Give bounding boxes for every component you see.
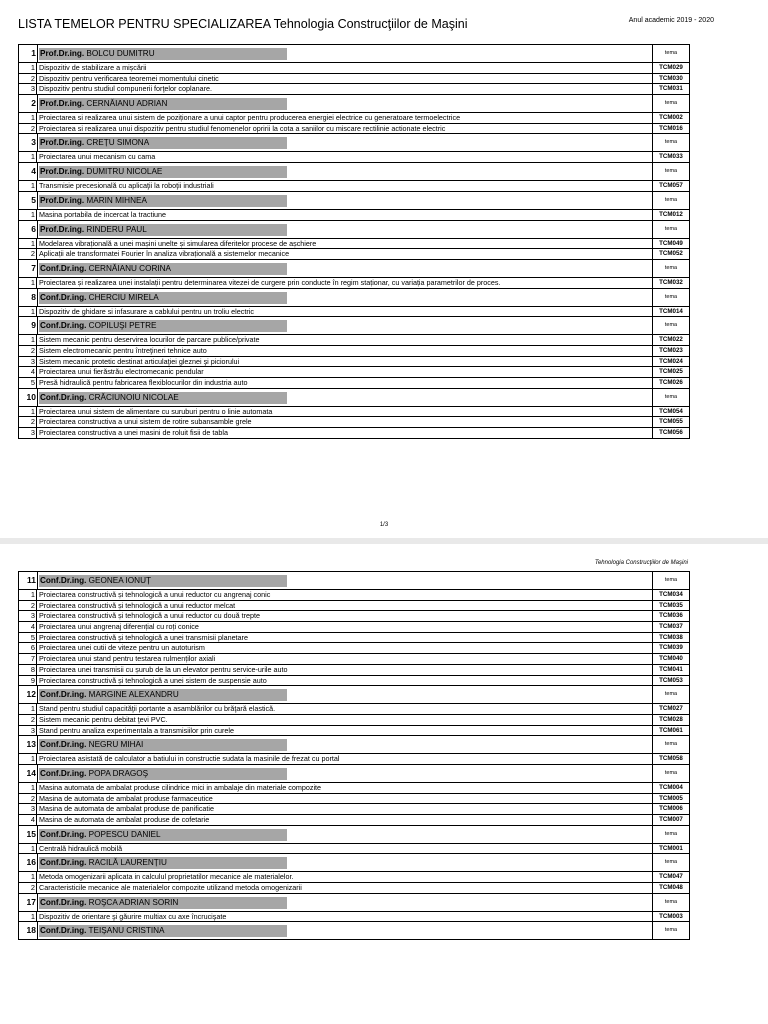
topic-title: Sistem mecanic protetic destinat articulaţiei gleznei şi piciorului	[36, 357, 652, 367]
professor-row	[18, 736, 690, 754]
professor-name-band	[39, 739, 287, 751]
topic-number: 1	[30, 335, 35, 345]
tema-label: tema	[652, 572, 689, 589]
topics-table-page-1	[18, 44, 690, 439]
topics-table-page-2	[18, 571, 690, 940]
topic-code: TCM005	[652, 794, 689, 804]
topic-title: Masina de automata de ambalat produse farmaceutice	[36, 794, 652, 804]
topic-title: Dispozitiv pentru verificarea teoremei momentului cinetic	[36, 74, 652, 84]
topic-code: TCM029	[652, 63, 689, 73]
topic-number: 1	[30, 843, 35, 853]
tema-label: tema	[652, 45, 689, 62]
topic-code: TCM026	[652, 378, 689, 388]
topic-row	[18, 407, 690, 418]
topic-number: 1	[30, 181, 35, 191]
topic-title: Sistem electromecanic pentru întreţineri tehnice auto	[36, 346, 652, 356]
topic-title: Proiectarea unui angrenaj diferențial cu roți conice	[36, 622, 652, 632]
professor-rank: Conf.Dr.ing.	[40, 768, 87, 778]
professor-rank: Conf.Dr.ing.	[40, 690, 87, 700]
topic-code: TCM001	[652, 844, 689, 854]
topic-number: 5	[30, 378, 35, 387]
professor-rank: Prof.Dr.ing.	[40, 195, 85, 205]
professor-number: 9	[31, 320, 36, 331]
topic-title: Transmisie precesională cu aplicaţii la roboţii industriali	[36, 181, 652, 191]
professor-row	[18, 221, 690, 239]
topic-row	[18, 883, 690, 894]
topic-row	[18, 278, 690, 289]
topic-number: 8	[30, 664, 35, 674]
topic-title: Stand pentru studiul capacităţii portante a asamblărilor cu brăţară elastică.	[36, 704, 652, 714]
topic-code: TCM056	[652, 428, 689, 438]
tema-label: tema	[652, 134, 689, 151]
topic-number: 2	[30, 600, 35, 610]
topic-row	[18, 152, 690, 163]
topic-title: Proiectarea constructiva a unui sistem de rotire subansamble grele	[36, 417, 652, 427]
professor-name: RINDERU PAUL	[86, 224, 147, 234]
running-header: Tehnologia Construcţiilor de Maşini	[594, 560, 688, 566]
topic-code: TCM032	[652, 278, 689, 288]
professor-cell	[37, 826, 652, 843]
topic-number: 2	[30, 417, 35, 427]
topic-number: 1	[30, 63, 35, 72]
topic-code: TCM054	[652, 407, 689, 417]
topic-number: 3	[30, 725, 35, 735]
topic-title: Proiectarea unei transmisii cu șurub de la un elevator pentru service-urile auto	[36, 665, 652, 675]
topic-row	[18, 367, 690, 378]
topic-code: TCM048	[652, 883, 689, 893]
topic-row	[18, 804, 690, 815]
professor-rank: Conf.Dr.ing.	[40, 321, 87, 331]
tema-label: tema	[652, 765, 689, 782]
topic-number: 1	[30, 306, 35, 316]
topic-row	[18, 912, 690, 923]
professor-name: CRĂCIUNOIU NICOLAE	[88, 392, 179, 402]
professor-name-band	[39, 320, 287, 332]
professor-name-band	[39, 857, 287, 869]
topic-code: TCM034	[652, 590, 689, 600]
topic-title: Proiectarea si realizarea unui dispozitiv pentru studiul fenomenelor opririi la cota a saniilor cu miscare rectilinie actionate electric	[36, 124, 652, 134]
professor-number: 10	[26, 391, 36, 402]
professor-name-band	[39, 689, 287, 701]
professor-name: TEIȘANU CRISTINA	[88, 926, 165, 936]
topic-code: TCM061	[652, 726, 689, 736]
topic-number: 1	[30, 872, 35, 882]
tema-label: tema	[652, 95, 689, 112]
topic-code: TCM006	[652, 804, 689, 814]
topic-code: TCM007	[652, 815, 689, 825]
tema-label: tema	[652, 260, 689, 277]
professor-row	[18, 826, 690, 844]
topic-row	[18, 63, 690, 74]
tema-label: tema	[652, 854, 689, 871]
professor-name-band	[39, 925, 287, 937]
topic-title: Masina automata de ambalat produse cilindrice mici in ambalaje din materiale compozite	[36, 783, 652, 793]
topic-code: TCM002	[652, 113, 689, 123]
professor-cell	[37, 736, 652, 753]
topic-title: Dispozitiv de stabilizare a mișcării	[36, 63, 652, 73]
professor-name: CERNĂIANU CORINA	[88, 263, 172, 273]
topic-row	[18, 844, 690, 855]
topic-title: Proiectarea constructivă și tehnologică a unui reductor melcat	[36, 601, 652, 611]
topic-title: Dispozitiv de ghidare si infasurare a cablului pentru un troliu electric	[36, 307, 652, 317]
topic-title: Proiectarea asistată de calculator a batiului in constructie sudata la masinile de frezat cu portal	[36, 754, 652, 764]
professor-rank: Conf.Dr.ing.	[40, 392, 87, 402]
professor-number: 6	[31, 223, 36, 234]
professor-row	[18, 317, 690, 335]
professor-rank: Conf.Dr.ing.	[40, 897, 87, 907]
topic-row	[18, 84, 690, 95]
professor-cell	[37, 95, 652, 112]
topic-row	[18, 590, 690, 601]
topic-row	[18, 815, 690, 826]
topic-number: 1	[30, 406, 35, 416]
topic-title: Proiectarea constructivă și tehnologică a unei transmisii planetare	[36, 633, 652, 643]
topic-row	[18, 715, 690, 726]
topic-number: 9	[30, 675, 35, 685]
professor-name-band	[39, 897, 287, 909]
topic-title: Proiectarea unei cutii de viteze pentru un autoturism	[36, 643, 652, 653]
professor-row	[18, 389, 690, 407]
topic-code: TCM052	[652, 249, 689, 259]
professor-row	[18, 686, 690, 704]
topic-code: TCM028	[652, 715, 689, 725]
professor-name-band	[39, 224, 287, 236]
professor-number: 17	[26, 896, 36, 907]
topic-number: 1	[30, 152, 35, 162]
professor-name-band	[39, 392, 287, 404]
topic-title: Proiectarea și realizarea unei instalații pentru determinarea vitezei de curgere prin conducte în regim staționar, cu variația parametrilor de proces.	[36, 278, 652, 288]
professor-cell	[37, 289, 652, 306]
professor-cell	[37, 317, 652, 334]
topic-title: Proiectarea constructiva a unei masini de roluit fisii de tabla	[36, 428, 652, 438]
professor-name: POPA DRAGOŞ	[88, 768, 149, 778]
topic-row	[18, 794, 690, 805]
topic-row	[18, 346, 690, 357]
professor-rank: Prof.Dr.ing.	[40, 49, 85, 58]
topic-code: TCM055	[652, 417, 689, 427]
tema-label: tema	[652, 826, 689, 843]
professor-name: CHERCIU MIRELA	[88, 292, 159, 302]
topic-number: 1	[30, 277, 35, 287]
topic-title: Proiectarea si realizarea unui sistem de poziționare a unui captor pentru producerea energiei electrice cu generatoare termoelectrice	[36, 113, 652, 123]
professor-name: DUMITRU NICOLAE	[86, 167, 163, 177]
topic-row	[18, 378, 690, 389]
professor-row	[18, 45, 690, 63]
professor-cell	[37, 572, 652, 589]
tema-label: tema	[652, 289, 689, 306]
topic-row	[18, 417, 690, 428]
professor-row	[18, 134, 690, 152]
topic-code: TCM049	[652, 239, 689, 249]
professor-name-band	[39, 263, 287, 275]
academic-year: Anul academic 2019 - 2020	[628, 17, 714, 24]
topic-number: 6	[30, 643, 35, 653]
professor-number: 4	[31, 166, 36, 177]
professor-name: NEGRU MIHAI	[88, 740, 144, 750]
topic-code: TCM038	[652, 633, 689, 643]
topic-row	[18, 643, 690, 654]
topic-title: Proiectarea unui fierăstrău electromecanic pendular	[36, 367, 652, 377]
tema-label: tema	[652, 389, 689, 406]
professor-number: 15	[26, 828, 36, 839]
topic-number: 1	[30, 782, 35, 792]
topic-row	[18, 428, 690, 439]
professor-name-band	[39, 195, 287, 207]
topic-code: TCM012	[652, 210, 689, 220]
professor-number: 12	[26, 689, 36, 700]
topic-title: Dispozitiv de orientare şi găurire multiax cu axe încrucişate	[36, 912, 652, 922]
topic-number: 3	[30, 428, 35, 438]
topic-title: Metoda omogenizarii aplicata in calculul proprietatilor mecanice ale materialelor.	[36, 872, 652, 882]
topic-number: 4	[30, 622, 35, 632]
professor-row	[18, 260, 690, 278]
professor-cell	[37, 922, 652, 939]
topic-number: 4	[30, 367, 35, 377]
tema-label: tema	[652, 736, 689, 753]
topic-row	[18, 601, 690, 612]
topic-number: 2	[30, 883, 35, 893]
professor-cell	[37, 45, 652, 62]
topic-title: Sistem mecanic pentru debitat ţevi PVC.	[36, 715, 652, 725]
professor-rank: Prof.Dr.ing.	[40, 138, 85, 148]
professor-cell	[37, 765, 652, 782]
topic-code: TCM058	[652, 754, 689, 764]
topic-code: TCM003	[652, 912, 689, 922]
professor-name-band	[39, 768, 287, 780]
topic-row	[18, 210, 690, 221]
professor-name: CREȚU SIMONA	[86, 138, 150, 148]
topic-row	[18, 611, 690, 622]
topic-row	[18, 239, 690, 250]
professor-name-band	[39, 98, 287, 110]
topic-code: TCM047	[652, 872, 689, 882]
topic-number: 1	[30, 113, 35, 123]
topic-row	[18, 622, 690, 633]
tema-label: tema	[652, 192, 689, 209]
topic-title: Proiectarea unui sistem de alimentare cu suruburi pentru o linie automata	[36, 407, 652, 417]
topic-number: 1	[30, 209, 35, 219]
topic-code: TCM031	[652, 84, 689, 94]
topic-code: TCM053	[652, 676, 689, 686]
topic-row	[18, 357, 690, 368]
topic-title: Caracteristicile mecanice ale materialelor compozite utilizand metoda omogenizarii	[36, 883, 652, 893]
topic-code: TCM041	[652, 665, 689, 675]
topic-title: Modelarea vibrațională a unei mașini unelte și simularea diferitelor procese de așchiere	[36, 239, 652, 249]
professor-cell	[37, 389, 652, 406]
professor-name-band	[39, 48, 287, 60]
topic-title: Masina portabila de incercat la tractiune	[36, 210, 652, 220]
professor-rank: Prof.Dr.ing.	[40, 224, 85, 234]
topic-row	[18, 335, 690, 346]
professor-name: MARIN MIHNEA	[86, 195, 147, 205]
tema-label: tema	[652, 894, 689, 911]
professor-row	[18, 854, 690, 872]
topic-code: TCM025	[652, 367, 689, 377]
professor-rank: Conf.Dr.ing.	[40, 576, 87, 585]
topic-code: TCM004	[652, 783, 689, 793]
topic-number: 1	[30, 590, 35, 599]
professor-cell	[37, 686, 652, 703]
professor-number: 3	[31, 137, 36, 148]
topic-row	[18, 74, 690, 85]
tema-label: tema	[652, 686, 689, 703]
topic-number: 2	[30, 249, 35, 259]
topic-row	[18, 704, 690, 715]
topic-title: Proiectarea constructivă și tehnologică a unui reductor cu două trepte	[36, 611, 652, 621]
topic-number: 5	[30, 632, 35, 642]
topic-code: TCM030	[652, 74, 689, 84]
topic-code: TCM039	[652, 643, 689, 653]
professor-name-band	[39, 292, 287, 304]
topic-row	[18, 676, 690, 687]
topic-row	[18, 726, 690, 737]
topic-title: Presă hidraulică pentru fabricarea flexiblocurilor din industria auto	[36, 378, 652, 388]
professor-name-band	[39, 166, 287, 178]
topic-number: 2	[30, 345, 35, 355]
topic-code: TCM036	[652, 611, 689, 621]
topic-title: Dispozitiv pentru studiul compunerii forţelor coplanare.	[36, 84, 652, 94]
professor-cell	[37, 854, 652, 871]
topic-number: 3	[30, 804, 35, 814]
professor-row	[18, 192, 690, 210]
topic-code: TCM022	[652, 335, 689, 345]
topic-code: TCM033	[652, 152, 689, 162]
topic-row	[18, 754, 690, 765]
professor-name: COPILUŞI PETRE	[88, 321, 157, 331]
topic-number: 2	[30, 73, 35, 83]
professor-cell	[37, 163, 652, 180]
professor-name: CERNĂIANU ADRIAN	[86, 99, 168, 109]
tema-label: tema	[652, 163, 689, 180]
topic-number: 2	[30, 793, 35, 803]
topic-number: 3	[30, 84, 35, 94]
professor-row	[18, 894, 690, 912]
professor-number: 13	[26, 739, 36, 750]
topic-code: TCM016	[652, 124, 689, 134]
topic-row	[18, 113, 690, 124]
professor-number: 14	[26, 767, 36, 778]
topic-title: Centrală hidraulică mobilă	[36, 844, 652, 854]
professor-name: MARGINE ALEXANDRU	[88, 690, 179, 700]
tema-label: tema	[652, 317, 689, 334]
tema-label: tema	[652, 922, 689, 939]
professor-rank: Conf.Dr.ing.	[40, 740, 87, 750]
topic-row	[18, 783, 690, 794]
professor-number: 18	[26, 925, 36, 936]
topic-number: 1	[30, 754, 35, 764]
professor-name: ROŞCA ADRIAN SORIN	[88, 897, 179, 907]
topic-number: 1	[30, 238, 35, 248]
topic-title: Proiectarea constructivă și tehnologică a unui reductor cu angrenaj conic	[36, 590, 652, 600]
topic-title: Proiectarea unui mecanism cu cama	[36, 152, 652, 162]
topic-number: 7	[30, 654, 35, 664]
professor-row	[18, 163, 690, 181]
professor-row	[18, 572, 690, 590]
professor-cell	[37, 192, 652, 209]
topic-row	[18, 633, 690, 644]
professor-row	[18, 289, 690, 307]
topic-row	[18, 872, 690, 883]
topic-title: Proiectarea constructivă și tehnologică a unei sistem de suspensie auto	[36, 676, 652, 686]
professor-number: 1	[31, 48, 36, 58]
professor-name: GEONEA IONUȚ	[88, 576, 151, 585]
topic-code: TCM027	[652, 704, 689, 714]
professor-name-band	[39, 575, 287, 587]
topic-number: 2	[30, 714, 35, 724]
professor-rank: Conf.Dr.ing.	[40, 292, 87, 302]
topic-row	[18, 249, 690, 260]
professor-number: 5	[31, 194, 36, 205]
topic-code: TCM040	[652, 654, 689, 664]
topic-row	[18, 181, 690, 192]
professor-rank: Conf.Dr.ing.	[40, 926, 87, 936]
topic-number: 1	[30, 911, 35, 921]
topic-number: 2	[30, 123, 35, 133]
professor-name: RACILĂ LAURENȚIU	[88, 858, 167, 868]
topic-code: TCM035	[652, 601, 689, 611]
topic-number: 3	[30, 356, 35, 366]
professor-rank: Prof.Dr.ing.	[40, 167, 85, 177]
topic-number: 3	[30, 611, 35, 621]
topic-number: 1	[30, 704, 35, 714]
topic-title: Proiectarea unui stand pentru testarea rulmenților axiali	[36, 654, 652, 664]
topic-row	[18, 124, 690, 135]
topic-code: TCM023	[652, 346, 689, 356]
topic-number: 4	[30, 815, 35, 824]
professor-name-band	[39, 829, 287, 841]
professor-cell	[37, 134, 652, 151]
professor-name: BOLCU DUMITRU	[86, 49, 155, 58]
topic-row	[18, 307, 690, 318]
professor-number: 7	[31, 262, 36, 273]
professor-name: POPESCU DANIEL	[88, 829, 161, 839]
topic-title: Stand pentru analiza experimentala a transmisiilor prin curele	[36, 726, 652, 736]
topic-row	[18, 665, 690, 676]
professor-row	[18, 95, 690, 113]
professor-number: 11	[27, 575, 36, 585]
page-number: 1/3	[379, 522, 389, 528]
professor-cell	[37, 221, 652, 238]
professor-name-band	[39, 137, 287, 149]
tema-label: tema	[652, 221, 689, 238]
topic-row	[18, 654, 690, 665]
topic-title: Masina de automata de ambalat produse de panificatie	[36, 804, 652, 814]
professor-rank: Conf.Dr.ing.	[40, 829, 87, 839]
topic-code: TCM024	[652, 357, 689, 367]
professor-cell	[37, 260, 652, 277]
professor-row	[18, 922, 690, 940]
topic-title: Sistem mecanic pentru deservirea locurilor de parcare publice/private	[36, 335, 652, 345]
professor-number: 16	[26, 857, 36, 868]
topic-code: TCM014	[652, 307, 689, 317]
professor-cell	[37, 894, 652, 911]
professor-number: 8	[31, 291, 36, 302]
topic-code: TCM057	[652, 181, 689, 191]
topic-title: Aplicații ale transformatei Fourier în analiza vibrațională a sistemelor mecanice	[36, 249, 652, 259]
professor-row	[18, 765, 690, 783]
topic-code: TCM037	[652, 622, 689, 632]
professor-number: 2	[31, 98, 36, 109]
document-title: LISTA TEMELOR PENTRU SPECIALIZAREA Tehnologia Construcţiilor de Maşini	[18, 17, 468, 31]
professor-rank: Conf.Dr.ing.	[40, 858, 87, 868]
professor-rank: Prof.Dr.ing.	[40, 99, 85, 109]
page-separator	[0, 538, 768, 544]
professor-rank: Conf.Dr.ing.	[40, 263, 87, 273]
topic-title: Masina de automata de ambalat produse de cofetarie	[36, 815, 652, 825]
